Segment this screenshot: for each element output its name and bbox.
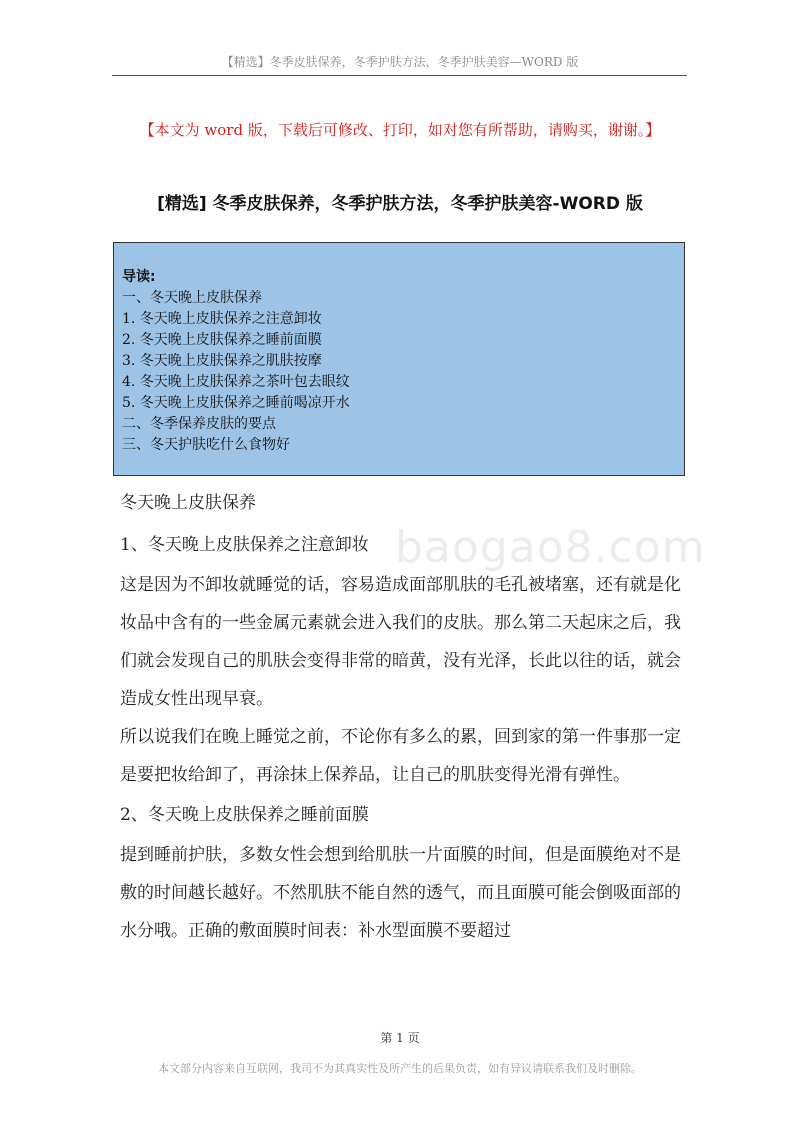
header-divider <box>112 75 687 76</box>
paragraph: 提到睡前护肤，多数女性会想到给肌肤一片面膜的时间，但是面膜绝对不是敷的时间越长越好。不然肌肤不能自然的透气，而且面膜可能会倒吸面部的水分哦。正确的敷面膜时间表：补水型面膜不要超过 <box>120 845 681 941</box>
page-footer: 本文部分内容来自互联网，我司不为其真实性及所产生的后果负责，如有异议请联系我们及时删除。 <box>158 1062 642 1075</box>
word-notice: 【本文为 word 版，下载后可修改、打印，如对您有所帮助，请购买，谢谢。】 <box>139 121 661 139</box>
subsection-heading: 1、冬天晚上皮肤保养之注意卸妆 <box>120 535 369 555</box>
toc-item[interactable]: 三、冬天护肤吃什么食物好 <box>122 437 290 453</box>
toc-item[interactable]: 5. 冬天晚上皮肤保养之睡前喝凉开水 <box>122 395 350 411</box>
toc-item[interactable]: 2. 冬天晚上皮肤保养之睡前面膜 <box>122 332 322 348</box>
paragraph: 这是因为不卸妆就睡觉的话，容易造成面部肌肤的毛孔被堵塞，还有就是化妆品中含有的一些金属元素就会进入我们的皮肤。那么第二天起床之后，我们就会发现自己的肌肤会变得非常的暗黄，没有光泽，长此以往的话，就会造成女性出现早衰。 <box>120 575 681 709</box>
section-heading: 冬天晚上皮肤保养 <box>120 493 256 513</box>
page-number: 第 1 页 <box>380 1031 420 1045</box>
toc-label: 导读: <box>122 269 156 285</box>
document-title: [精选] 冬季皮肤保养，冬季护肤方法，冬季护肤美容-WORD 版 <box>157 194 643 214</box>
toc-item[interactable]: 一、冬天晚上皮肤保养 <box>122 290 262 306</box>
toc-item[interactable]: 3. 冬天晚上皮肤保养之肌肤按摩 <box>122 353 322 369</box>
page-header: 【精选】冬季皮肤保养，冬季护肤方法，冬季护肤美容—WORD 版 <box>221 55 579 69</box>
document-body <box>120 482 690 950</box>
watermark: baogao8.com <box>395 522 706 573</box>
toc-item[interactable]: 4. 冬天晚上皮肤保养之茶叶包去眼纹 <box>122 374 350 390</box>
subsection-heading: 2、冬天晚上皮肤保养之睡前面膜 <box>120 805 369 825</box>
toc-item[interactable]: 二、冬季保养皮肤的要点 <box>122 416 276 432</box>
table-of-contents <box>113 242 685 476</box>
toc-item[interactable]: 1. 冬天晚上皮肤保养之注意卸妆 <box>122 311 322 327</box>
paragraph: 所以说我们在晚上睡觉之前，不论你有多么的累，回到家的第一件事那一定是要把妆给卸了，再涂抹上保养品，让自己的肌肤变得光滑有弹性。 <box>120 727 681 785</box>
